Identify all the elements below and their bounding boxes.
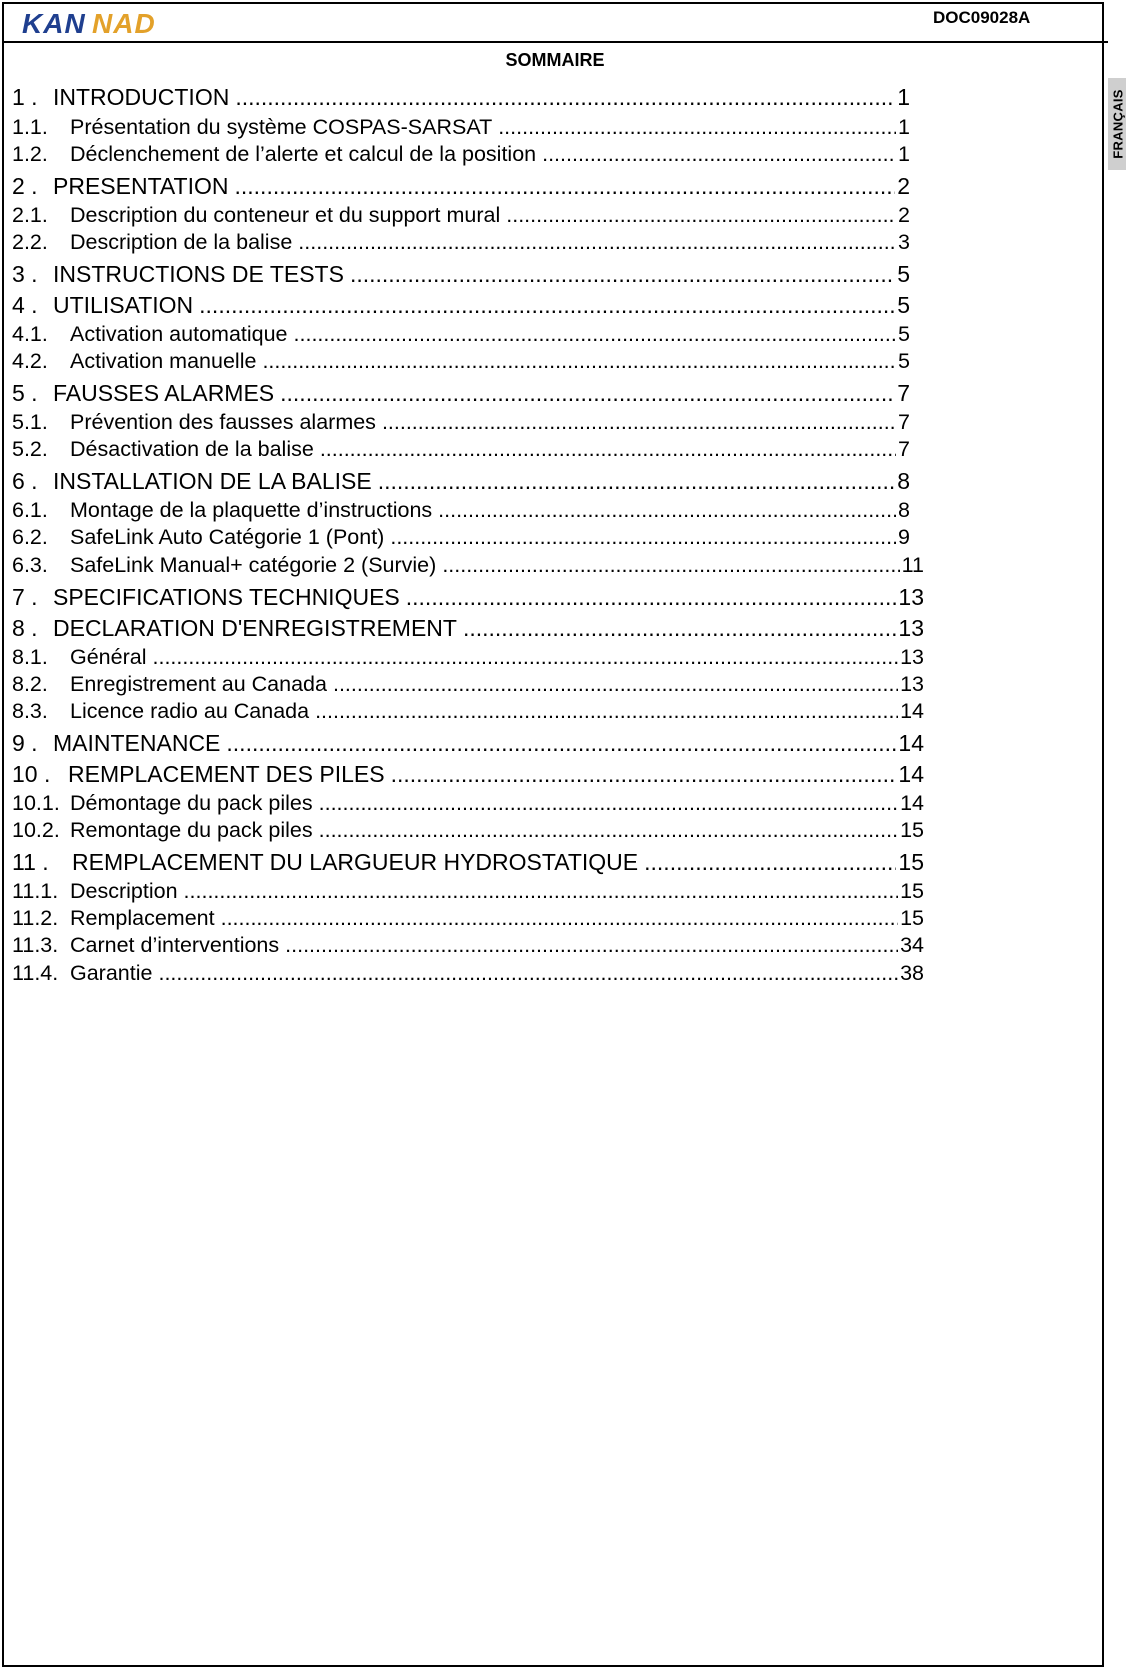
toc-entry-leader bbox=[498, 115, 896, 140]
toc-entry[interactable] bbox=[12, 791, 924, 815]
toc-entry-page: 9 bbox=[898, 525, 910, 549]
toc-entry[interactable] bbox=[12, 730, 924, 754]
toc-entry-leader bbox=[463, 615, 896, 642]
toc-entry-label: Remontage du pack piles bbox=[70, 818, 313, 842]
toc-entry-number: 8 . bbox=[12, 615, 38, 641]
toc-entry-number: 5.1. bbox=[12, 410, 48, 434]
toc-entry-number: 10 . bbox=[12, 761, 51, 787]
toc-entry-page: 13 bbox=[900, 672, 924, 696]
toc-entry-leader bbox=[350, 261, 895, 288]
toc-entry-label: REMPLACEMENT DES PILES bbox=[68, 761, 385, 787]
toc-entry[interactable] bbox=[12, 349, 910, 373]
toc-entry-leader bbox=[262, 349, 896, 374]
toc-entry-page: 11 bbox=[901, 553, 924, 577]
toc-entry-label: INTRODUCTION bbox=[53, 84, 230, 110]
toc-entry-label: FAUSSES ALARMES bbox=[53, 380, 275, 406]
toc-entry[interactable] bbox=[12, 380, 910, 404]
toc-entry-leader bbox=[382, 410, 896, 435]
toc-entry-page: 5 bbox=[897, 261, 910, 287]
toc-entry-page: 5 bbox=[898, 322, 910, 346]
toc-entry-leader bbox=[235, 173, 896, 200]
toc-entry-number: 4 . bbox=[12, 292, 38, 318]
toc-entry[interactable] bbox=[12, 933, 924, 957]
toc-entry-leader bbox=[315, 699, 898, 724]
toc-entry-page: 13 bbox=[900, 645, 924, 669]
kannad-logo-mark bbox=[22, 8, 172, 38]
toc-entry-page: 15 bbox=[900, 906, 924, 930]
toc-entry-label: MAINTENANCE bbox=[53, 730, 221, 756]
toc-entry-label: UTILISATION bbox=[53, 292, 194, 318]
toc-entry-leader bbox=[319, 818, 898, 843]
toc-entry-leader bbox=[298, 230, 896, 255]
toc-entry-label: Montage de la plaquette d’instructions bbox=[70, 498, 433, 522]
toc-entry-label: Prévention des fausses alarmes bbox=[70, 410, 376, 434]
toc-entry-page: 3 bbox=[898, 230, 910, 254]
toc-entry-leader bbox=[199, 292, 895, 319]
toc-entry[interactable] bbox=[12, 498, 910, 522]
toc-entry-leader bbox=[184, 879, 899, 904]
toc-entry-page: 7 bbox=[897, 380, 910, 406]
toc-entry-number: 8.2. bbox=[12, 672, 48, 696]
toc-entry-leader bbox=[644, 849, 896, 876]
toc-entry-number: 6.1. bbox=[12, 498, 48, 522]
toc-entry-number: 5 . bbox=[12, 380, 38, 406]
toc-entry-page: 5 bbox=[897, 292, 910, 318]
toc-entry-leader bbox=[221, 906, 898, 931]
toc-entry-number: 10.1. bbox=[12, 791, 60, 815]
toc-entry-leader bbox=[294, 322, 897, 347]
toc-entry-label: Carnet d’interventions bbox=[70, 933, 280, 957]
toc-entry[interactable] bbox=[12, 672, 924, 696]
toc-entry-leader bbox=[442, 553, 899, 578]
toc-entry-leader bbox=[438, 498, 896, 523]
toc-entry[interactable] bbox=[12, 468, 910, 492]
toc-entry[interactable] bbox=[12, 142, 910, 166]
toc-entry-label: Description du conteneur et du support mural bbox=[70, 203, 501, 227]
language-tab-label: FRANÇAIS bbox=[1110, 89, 1126, 159]
toc-entry-number: 1.1. bbox=[12, 115, 48, 139]
toc-entry-page: 14 bbox=[900, 791, 924, 815]
toc-entry[interactable] bbox=[12, 525, 910, 549]
toc-entry-page: 14 bbox=[898, 761, 924, 787]
toc-entry[interactable] bbox=[12, 437, 910, 461]
toc-entry[interactable] bbox=[12, 322, 910, 346]
toc-entry-page: 7 bbox=[898, 410, 910, 434]
toc-entry-number: 11.1. bbox=[12, 879, 59, 903]
toc-entry-number: 7 . bbox=[12, 584, 38, 610]
toc-entry[interactable] bbox=[12, 699, 924, 723]
toc-entry-number: 2.1. bbox=[12, 203, 48, 227]
toc-entry-page: 14 bbox=[900, 699, 924, 723]
toc-entry-label: INSTALLATION DE LA BALISE bbox=[53, 468, 372, 494]
toc-entry[interactable] bbox=[12, 410, 910, 434]
header-divider bbox=[2, 41, 1108, 43]
toc-entry[interactable] bbox=[12, 230, 910, 254]
toc-entry-number: 6.2. bbox=[12, 525, 48, 549]
toc-entry-leader bbox=[333, 672, 898, 697]
toc-entry-label: Démontage du pack piles bbox=[70, 791, 313, 815]
toc-entry-leader bbox=[406, 584, 897, 611]
toc-entry-label: Déclenchement de l’alerte et calcul de la position bbox=[70, 142, 537, 166]
toc-entry-number: 8.1. bbox=[12, 645, 48, 669]
toc-entry-number: 2.2. bbox=[12, 230, 48, 254]
toc-entry[interactable] bbox=[12, 849, 924, 873]
toc-entry-number: 11.4. bbox=[12, 961, 59, 985]
toc-entry-leader bbox=[319, 791, 898, 816]
toc-entry[interactable] bbox=[12, 115, 910, 139]
toc-entry-page: 14 bbox=[898, 730, 924, 756]
toc-entry-number: 1.2. bbox=[12, 142, 48, 166]
toc-entry[interactable] bbox=[12, 292, 910, 316]
toc-entry-leader bbox=[542, 142, 896, 167]
svg-text:NAD: NAD bbox=[92, 8, 156, 38]
toc-entry[interactable] bbox=[12, 906, 924, 930]
toc-entry[interactable] bbox=[12, 879, 924, 903]
toc-entry-leader bbox=[285, 933, 898, 958]
toc-entry-number: 11 . bbox=[12, 849, 49, 875]
toc-entry-label: SafeLink Auto Catégorie 1 (Pont) bbox=[70, 525, 385, 549]
toc-entry-label: INSTRUCTIONS DE TESTS bbox=[53, 261, 344, 287]
toc-entry-number: 6.3. bbox=[12, 553, 48, 577]
toc-entry-page: 1 bbox=[898, 142, 910, 166]
toc-entry-leader bbox=[235, 84, 895, 111]
language-tab[interactable] bbox=[1108, 78, 1126, 170]
toc-entry[interactable] bbox=[12, 584, 924, 608]
toc-entry-number: 1 . bbox=[12, 84, 38, 110]
toc-entry-label: Enregistrement au Canada bbox=[70, 672, 327, 696]
kannad-logo bbox=[22, 8, 172, 38]
toc-entry-label: Garantie bbox=[70, 961, 153, 985]
svg-text:KAN: KAN bbox=[22, 8, 86, 38]
toc-entry[interactable] bbox=[12, 615, 924, 639]
toc-entry-label: Remplacement bbox=[70, 906, 215, 930]
toc-entry-leader bbox=[226, 730, 896, 757]
toc-entry[interactable] bbox=[12, 761, 924, 785]
toc-entry-number: 2 . bbox=[12, 173, 38, 199]
toc-entry-label: Activation manuelle bbox=[70, 349, 257, 373]
toc-entry[interactable] bbox=[12, 203, 910, 227]
document-reference: DOC09028A bbox=[933, 8, 1031, 27]
toc-entry-page: 8 bbox=[897, 468, 910, 494]
toc-entry-page: 2 bbox=[898, 203, 910, 227]
toc-entry[interactable] bbox=[12, 645, 924, 669]
toc-entry-label: Présentation du système COSPAS-SARSAT bbox=[70, 115, 493, 139]
toc-entry-page: 5 bbox=[898, 349, 910, 373]
toc-entry-number: 6 . bbox=[12, 468, 38, 494]
toc-entry-label: Général bbox=[70, 645, 147, 669]
toc-entry-leader bbox=[280, 380, 895, 407]
toc-entry-page: 15 bbox=[900, 879, 924, 903]
toc-entry-number: 4.2. bbox=[12, 349, 48, 373]
toc-entry-leader bbox=[320, 437, 896, 462]
toc-entry-page: 7 bbox=[898, 437, 910, 461]
toc-entry[interactable] bbox=[12, 961, 924, 985]
toc-entry[interactable] bbox=[12, 553, 924, 577]
toc-entry-leader bbox=[378, 468, 895, 495]
toc-entry-page: 1 bbox=[897, 84, 910, 110]
toc-entry-label: Description bbox=[70, 879, 178, 903]
toc-entry-label: REMPLACEMENT DU LARGUEUR HYDROSTATIQUE bbox=[72, 849, 639, 875]
toc-entry-page: 8 bbox=[898, 498, 910, 522]
toc-entry-leader bbox=[390, 525, 896, 550]
toc-entry-leader bbox=[506, 203, 896, 228]
toc-entry-page: 2 bbox=[897, 173, 910, 199]
toc-entry[interactable] bbox=[12, 261, 910, 285]
toc-entry-page: 34 bbox=[900, 933, 924, 957]
toc-entry-leader bbox=[153, 645, 899, 670]
toc-entry-label: DECLARATION D'ENREGISTREMENT bbox=[53, 615, 457, 641]
toc-entry-number: 10.2. bbox=[12, 818, 60, 842]
toc-entry-page: 15 bbox=[898, 849, 924, 875]
toc-entry-page: 13 bbox=[898, 584, 924, 610]
toc-entry-number: 3 . bbox=[12, 261, 38, 287]
toc-title: SOMMAIRE bbox=[505, 50, 605, 70]
toc-entry-label: Description de la balise bbox=[70, 230, 293, 254]
toc-entry-page: 13 bbox=[898, 615, 924, 641]
toc-entry-number: 5.2. bbox=[12, 437, 48, 461]
toc-entry-number: 11.3. bbox=[12, 933, 59, 957]
toc-entry[interactable] bbox=[12, 84, 910, 108]
toc-entry-label: PRESENTATION bbox=[53, 173, 229, 199]
toc-entry-page: 38 bbox=[900, 961, 924, 985]
toc-entry-number: 11.2. bbox=[12, 906, 59, 930]
toc-entry-page: 1 bbox=[898, 115, 910, 139]
toc-entry-label: SafeLink Manual+ catégorie 2 (Survie) bbox=[70, 553, 437, 577]
toc-entry-leader bbox=[391, 761, 897, 788]
toc-entry-label: Licence radio au Canada bbox=[70, 699, 310, 723]
toc-entry-leader bbox=[158, 961, 898, 986]
toc-entry[interactable] bbox=[12, 173, 910, 197]
toc-entry-number: 8.3. bbox=[12, 699, 48, 723]
toc-entry-label: Activation automatique bbox=[70, 322, 288, 346]
toc-entry-number: 4.1. bbox=[12, 322, 48, 346]
toc-entry-number: 9 . bbox=[12, 730, 38, 756]
toc-entry-label: Désactivation de la balise bbox=[70, 437, 314, 461]
toc-entry[interactable] bbox=[12, 818, 924, 842]
toc-entry-label: SPECIFICATIONS TECHNIQUES bbox=[53, 584, 400, 610]
toc-entry-page: 15 bbox=[900, 818, 924, 842]
